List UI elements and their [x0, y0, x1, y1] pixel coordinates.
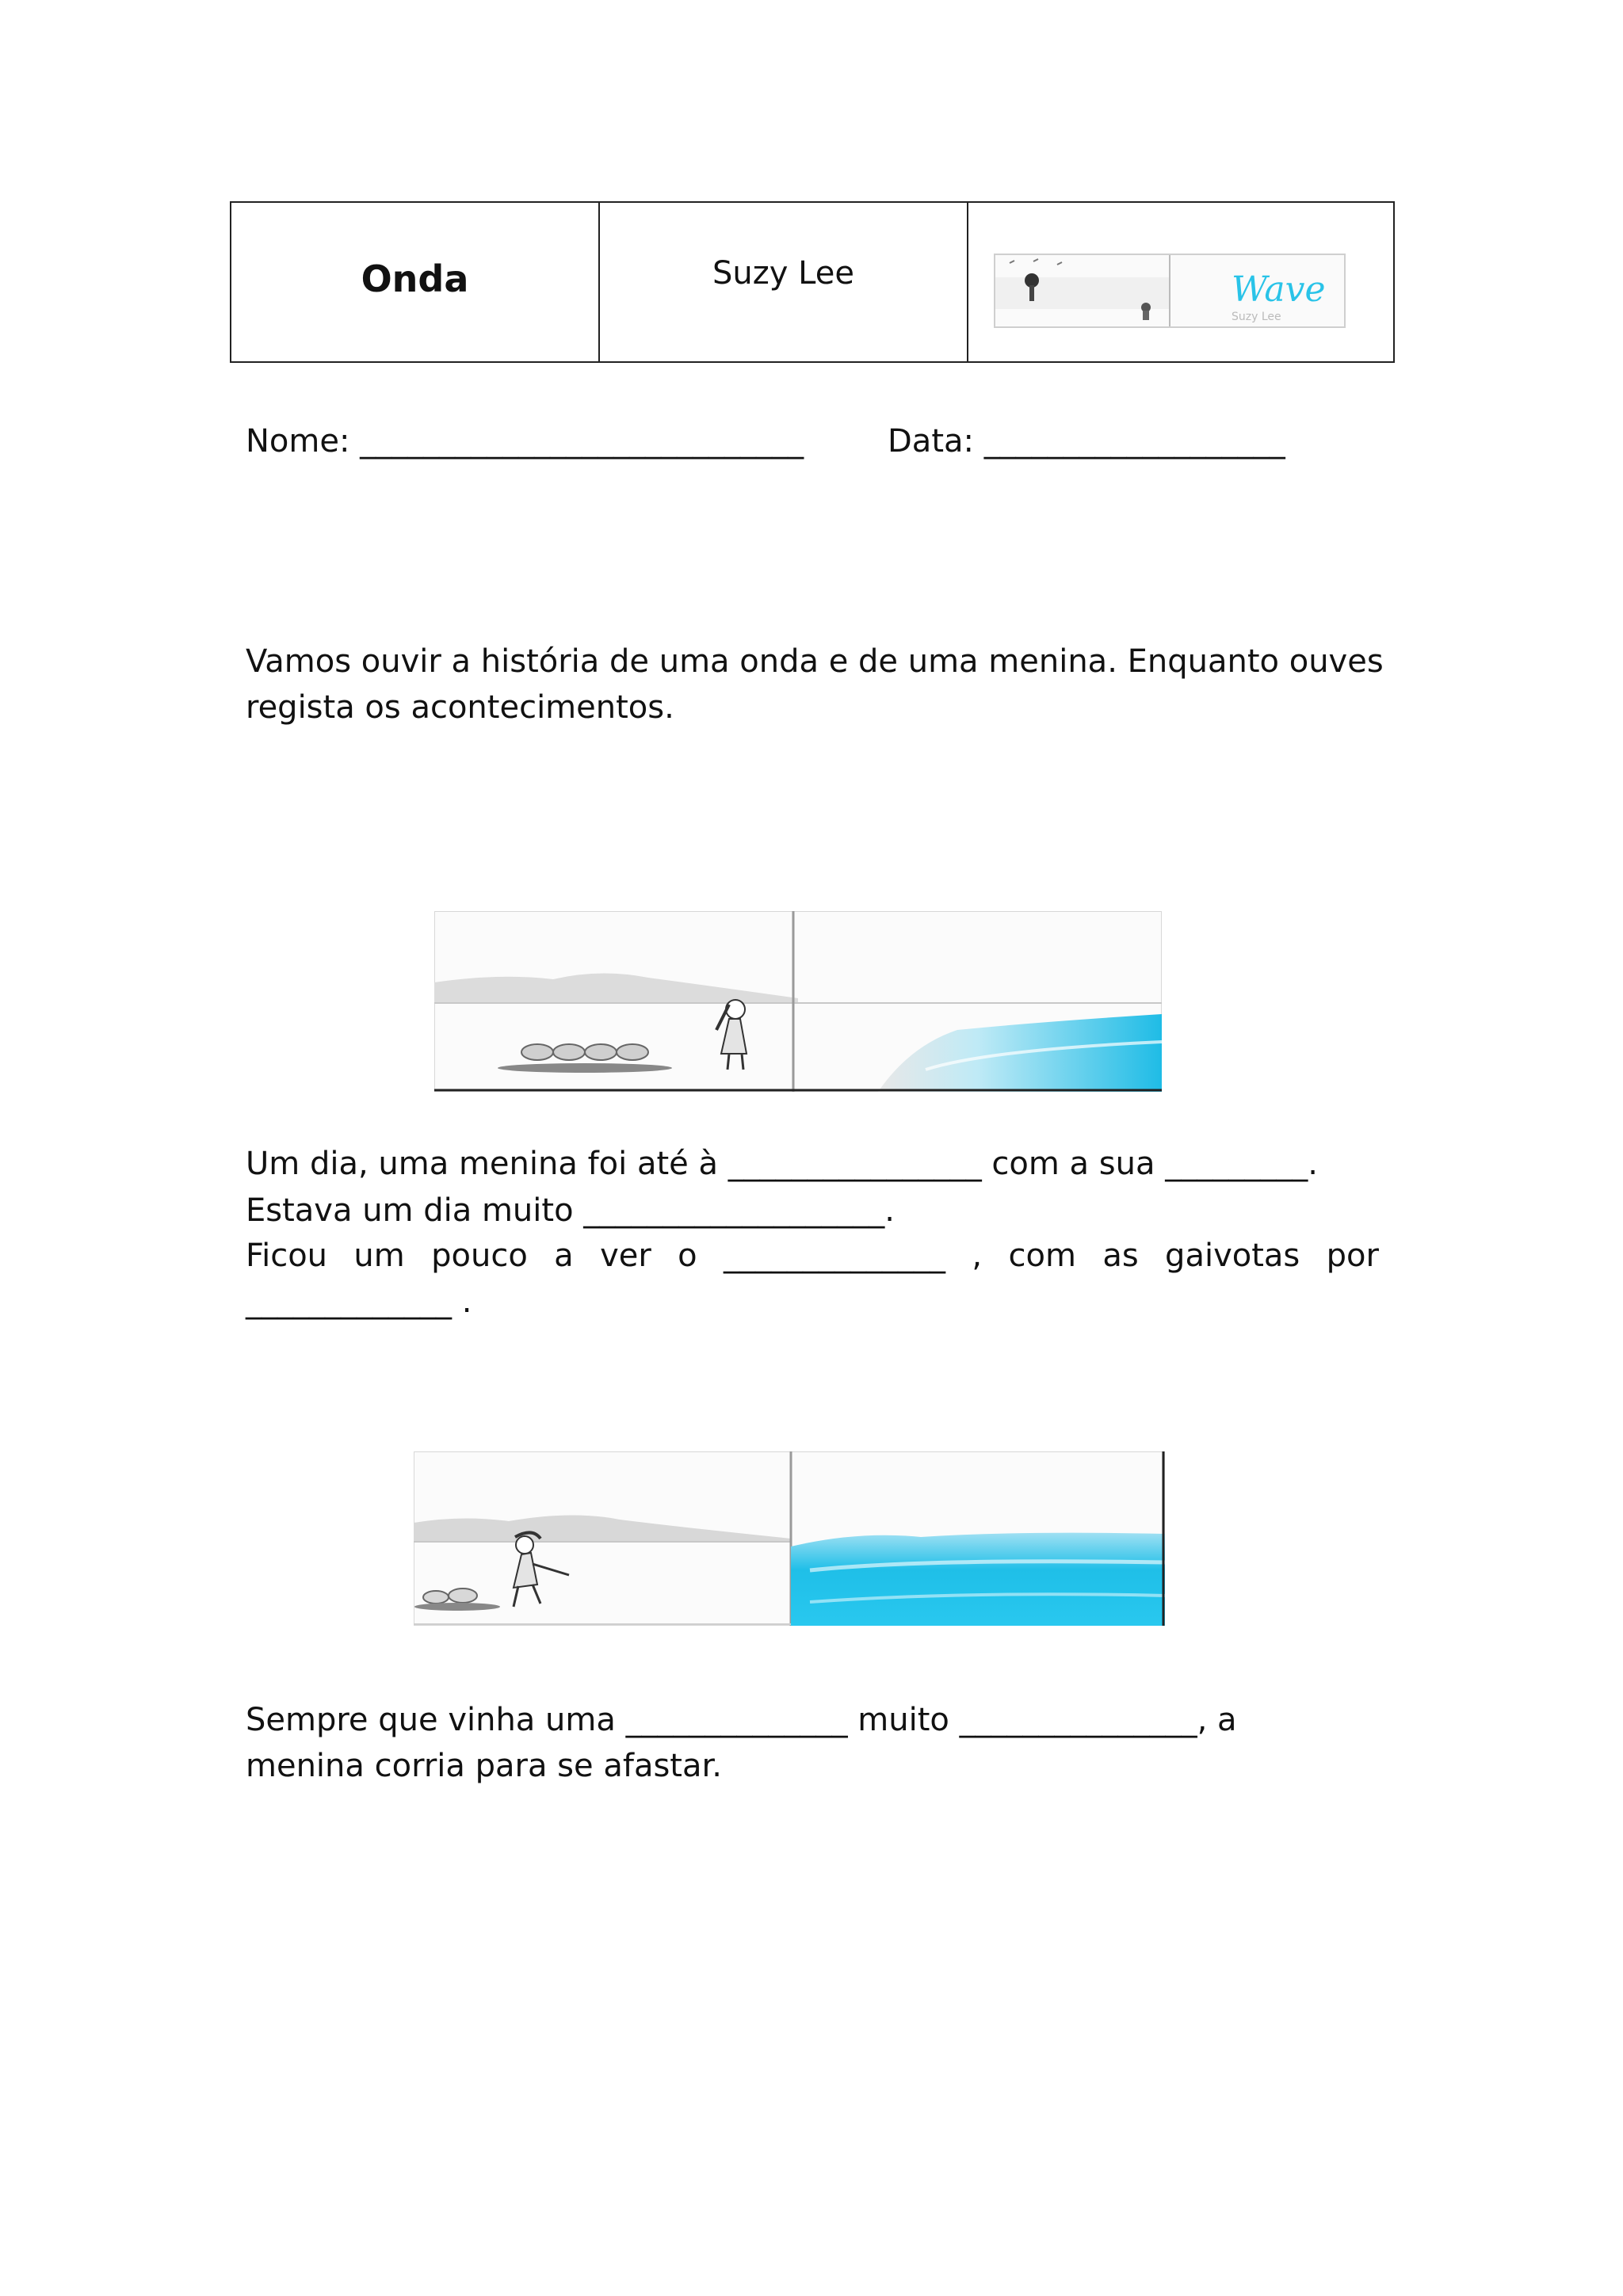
exercise1-line-4[interactable]: _____________ . [246, 1283, 472, 1320]
book-cover-image [994, 254, 1346, 328]
cover-title-text: Wave [1232, 269, 1326, 310]
book-author: Suzy Lee [712, 255, 854, 292]
word: ver [600, 1238, 651, 1274]
word: gaivotas [1165, 1238, 1300, 1274]
book-title: Onda [361, 257, 469, 300]
date-field[interactable]: Data: ___________________ [888, 423, 1285, 460]
intro-text [246, 639, 1384, 730]
word: as [1102, 1238, 1139, 1274]
exercise1-line-3[interactable] [246, 1238, 1379, 1274]
word: a [554, 1238, 574, 1274]
exercise2-line-2: menina corria para se afastar. [246, 1748, 722, 1784]
exercise2-line-1[interactable]: Sempre que vinha uma ______________ muito _______________, a [246, 1702, 1237, 1738]
illustration-girl-running-from-wave [414, 1451, 1165, 1626]
word: o [678, 1238, 697, 1274]
word: pouco [431, 1238, 528, 1274]
exercise1-line-2[interactable]: Estava um dia muito ___________________. [246, 1192, 895, 1229]
intro-line-2: regista os acontecimentos. [246, 689, 674, 726]
cover-cell [968, 203, 1393, 361]
exercise1-line-1[interactable]: Um dia, uma menina foi até à ________________ com a sua _________. [246, 1146, 1318, 1182]
word: um [353, 1238, 405, 1274]
title-cell [231, 203, 600, 361]
blank[interactable]: ______________ [724, 1238, 946, 1274]
word: , [972, 1238, 983, 1274]
word: Ficou [246, 1238, 328, 1274]
word: por [1326, 1238, 1379, 1274]
header-table [230, 201, 1395, 363]
cover-author-text: Suzy Lee [1232, 311, 1281, 323]
word: com [1008, 1238, 1076, 1274]
author-cell [600, 203, 968, 361]
name-field[interactable]: Nome: ____________________________ [246, 423, 804, 460]
illustration-girl-and-gulls [434, 911, 1162, 1092]
intro-line-1: Vamos ouvir a história de uma onda e de uma menina. Enquanto ouves [246, 643, 1384, 680]
